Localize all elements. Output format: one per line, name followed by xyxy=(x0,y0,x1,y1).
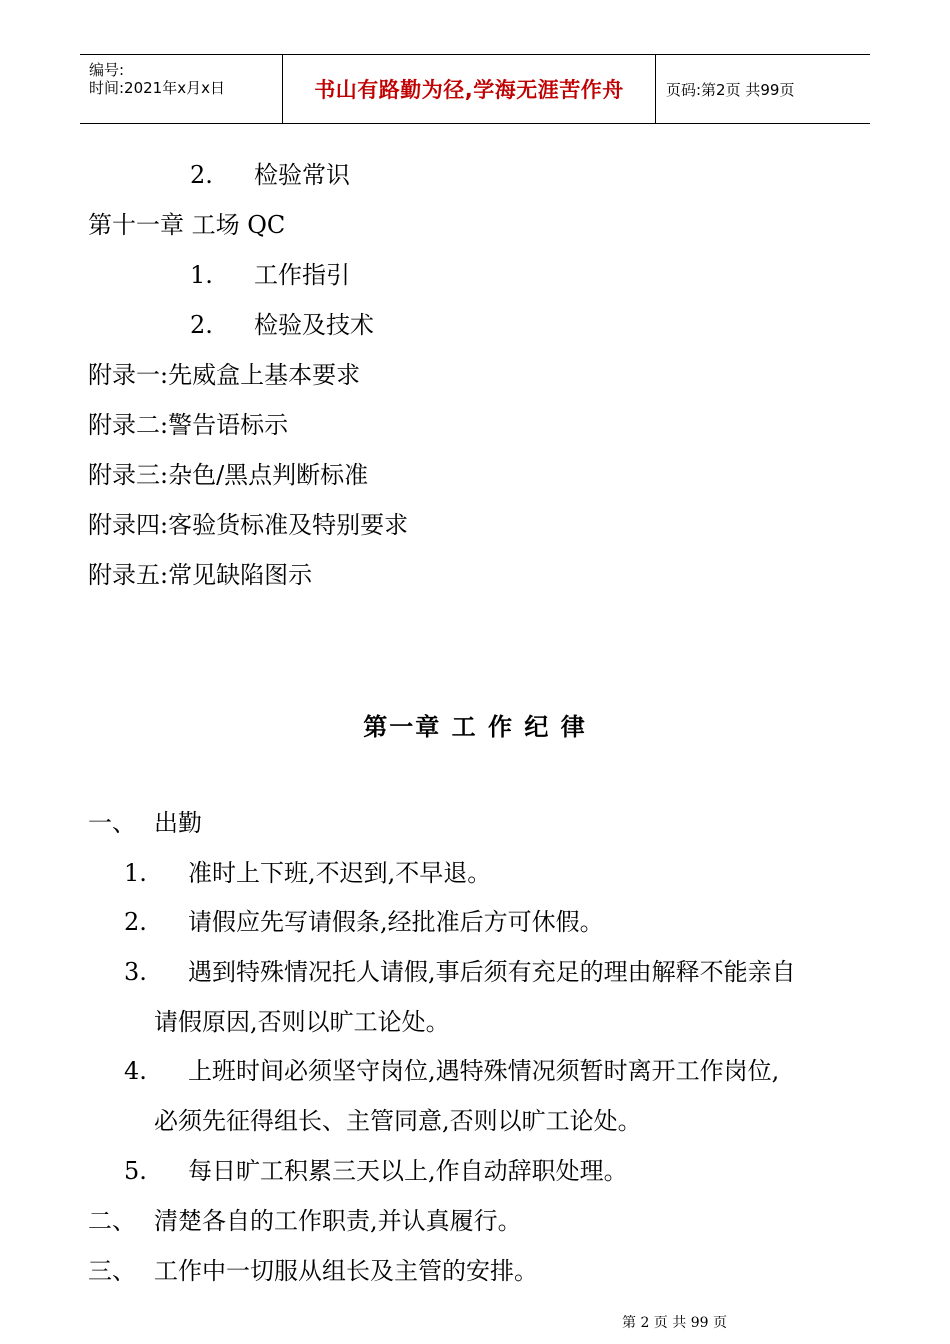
item-text: 上班时间必须坚守岗位,遇特殊情况须暂时离开工作岗位, xyxy=(188,1057,780,1085)
toc-appendix: 附录二:警告语标示 xyxy=(88,411,289,439)
item-text-cont: 必须先征得组长、主管同意,否则以旷工论处。 xyxy=(154,1107,642,1135)
toc-num: 1. xyxy=(190,261,213,289)
item-text: 每日旷工积累三天以上,作自动辞职处理。 xyxy=(188,1157,628,1185)
toc-num: 2. xyxy=(190,161,213,189)
motto-text: 书山有路勤为径,学海无涯苦作舟 xyxy=(314,78,624,102)
chapter-title: 第一章 工 作 纪 律 xyxy=(363,713,587,741)
page-footer: 第 2 页 共 99 页 xyxy=(622,1315,727,1331)
toc-appendix: 附录四:客验货标准及特别要求 xyxy=(88,511,409,539)
toc-item: 检验常识 xyxy=(254,161,350,189)
item-text-cont: 请假原因,否则以旷工论处。 xyxy=(154,1008,450,1036)
section-heading: 出勤 xyxy=(154,809,202,837)
item-text: 遇到特殊情况托人请假,事后须有充足的理由解释不能亲自 xyxy=(188,958,796,986)
toc-appendix: 附录五:常见缺陷图示 xyxy=(88,561,313,589)
section-heading: 清楚各自的工作职责,并认真履行。 xyxy=(154,1207,522,1235)
header-motto-cell xyxy=(283,55,656,123)
item-num: 4. xyxy=(124,1057,147,1085)
header-page-info xyxy=(656,55,870,123)
page-info-text: 页码:第2页 共99页 xyxy=(666,80,795,99)
item-num: 3. xyxy=(124,958,147,986)
item-num: 2. xyxy=(124,908,147,936)
header-meta xyxy=(80,55,283,123)
toc-appendix: 附录一:先威盒上基本要求 xyxy=(88,361,361,389)
page-header xyxy=(80,54,870,124)
item-num: 5. xyxy=(124,1157,147,1185)
item-num: 1. xyxy=(124,859,147,887)
toc-item: 工作指引 xyxy=(254,261,350,289)
number-label: 编号: xyxy=(89,61,125,79)
toc-chapter: 第十一章 工场 QC xyxy=(88,211,286,239)
section-num: 二、 xyxy=(88,1207,136,1235)
toc-num: 2. xyxy=(190,311,213,339)
toc-item: 检验及技术 xyxy=(254,311,374,339)
section-num: 三、 xyxy=(88,1257,136,1285)
item-text: 请假应先写请假条,经批准后方可休假。 xyxy=(188,908,604,936)
item-text: 准时上下班,不迟到,不早退。 xyxy=(188,859,492,887)
time-label: 时间:2021年x月x日 xyxy=(89,79,225,97)
section-heading: 工作中一切服从组长及主管的安排。 xyxy=(154,1257,538,1285)
section-num: 一、 xyxy=(88,809,136,837)
toc-appendix: 附录三:杂色/黑点判断标准 xyxy=(88,461,369,489)
